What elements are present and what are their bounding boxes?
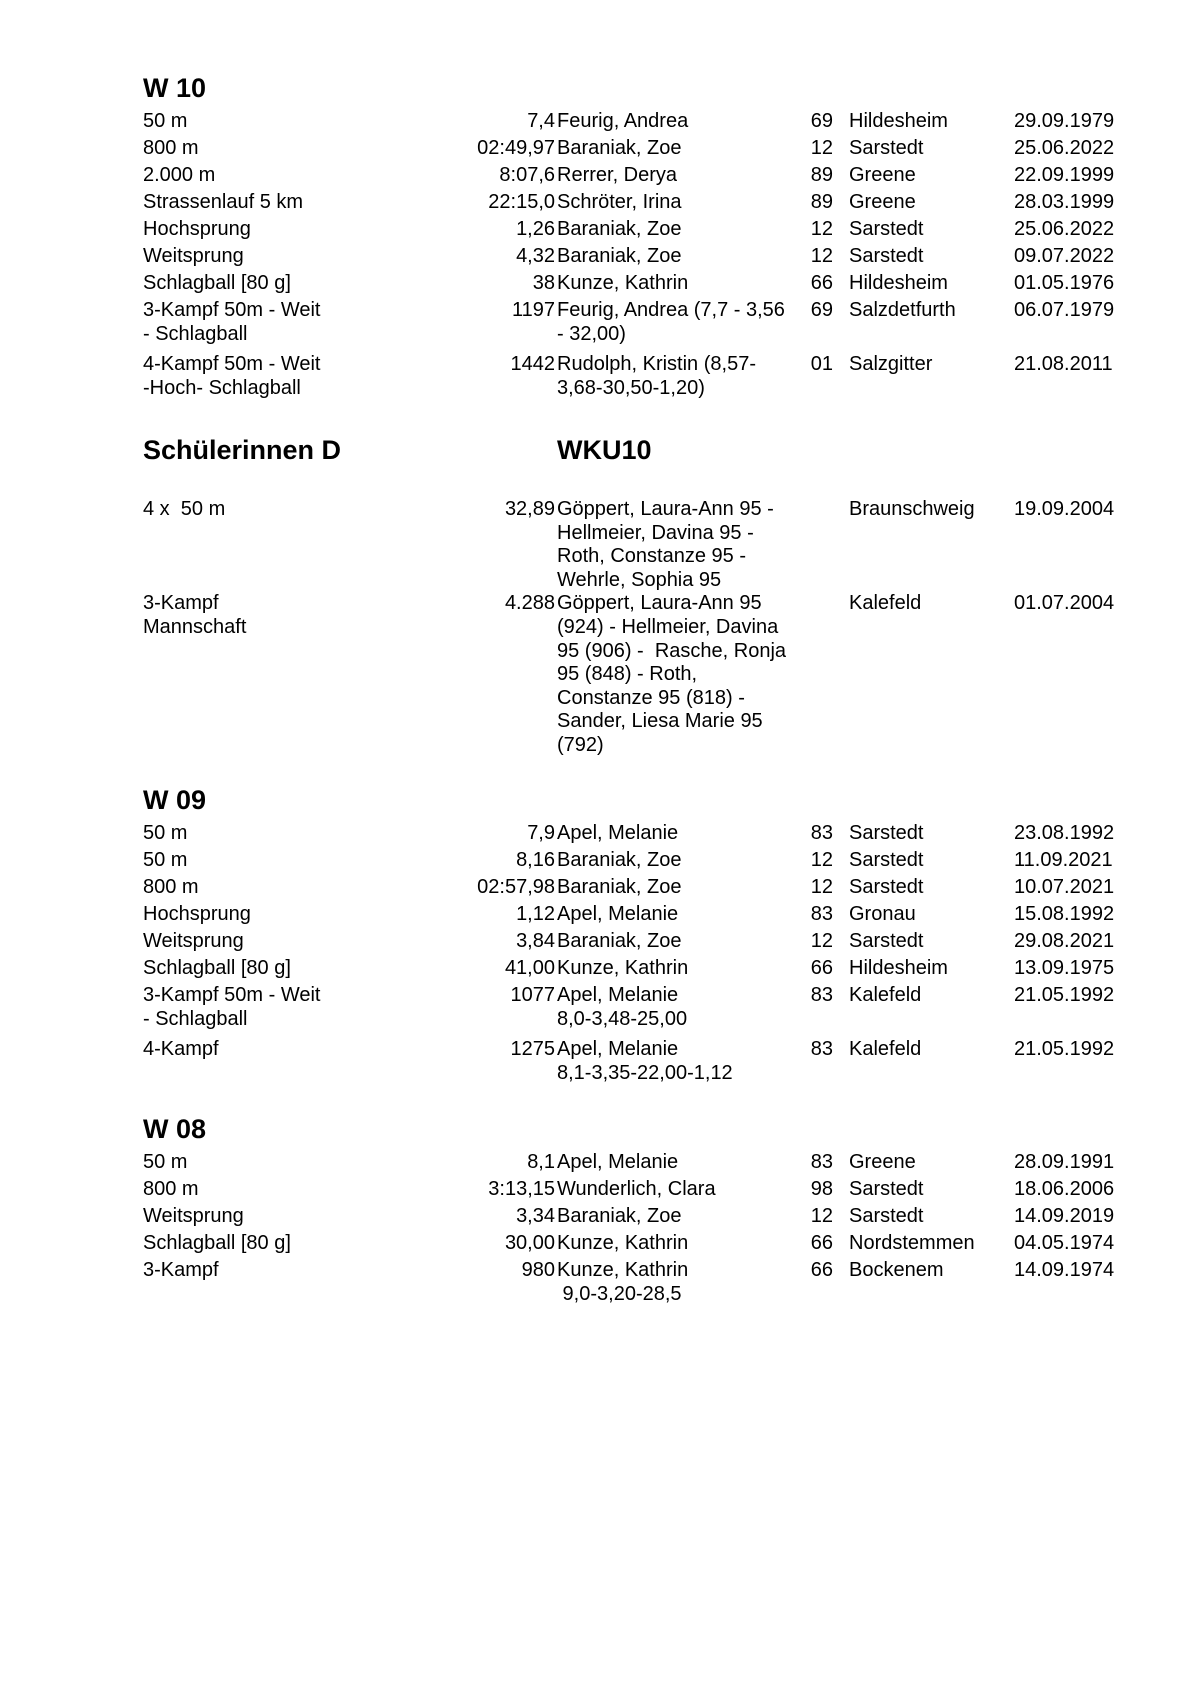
result-cell: 980 (521, 1259, 555, 1281)
venue-cell: Sarstedt (849, 218, 924, 240)
section-title: Schülerinnen D (143, 435, 342, 465)
birth-year-cell: 66 (810, 272, 833, 294)
athlete-cell: Apel, Melanie (557, 1151, 679, 1173)
record-row (143, 983, 1143, 1031)
birth-year-cell: 69 (810, 110, 833, 132)
venue-cell: Sarstedt (849, 1178, 924, 1200)
date-cell: 25.06.2022 (1014, 137, 1115, 159)
record-row (143, 1177, 1143, 1201)
birth-year-cell: 89 (810, 164, 833, 186)
event-cell: 4-Kampf 50m - Weit -Hoch- Schlagball (143, 353, 321, 399)
event-cell: Schlagball [80 g] (143, 957, 291, 979)
record-row (143, 848, 1143, 872)
result-cell: 1077 (510, 984, 555, 1006)
records-list (143, 1150, 1143, 1312)
record-row (143, 1204, 1143, 1228)
record-row (143, 163, 1143, 187)
record-row (143, 217, 1143, 241)
athlete-cell: Baraniak, Zoe (557, 218, 682, 240)
birth-year-cell: 89 (810, 191, 833, 213)
record-row (143, 1231, 1143, 1255)
athlete-cell: Wunderlich, Clara (557, 1178, 716, 1200)
date-cell: 04.05.1974 (1014, 1232, 1115, 1254)
venue-cell: Braunschweig (849, 498, 975, 520)
event-cell: 4 x 50 m (143, 498, 226, 520)
athlete-cell: Apel, Melanie (557, 903, 679, 925)
venue-cell: Sarstedt (849, 245, 924, 267)
date-cell: 29.09.1979 (1014, 110, 1115, 132)
venue-cell: Hildesheim (849, 110, 948, 132)
venue-cell: Kalefeld (849, 1038, 922, 1060)
date-cell: 13.09.1975 (1014, 957, 1115, 979)
record-row (143, 956, 1143, 980)
athlete-cell: Baraniak, Zoe (557, 137, 682, 159)
date-cell: 11.09.2021 (1014, 849, 1113, 871)
event-cell: 3-Kampf 50m - Weit - Schlagball (143, 299, 321, 345)
birth-year-cell: 83 (810, 984, 833, 1006)
record-row (143, 821, 1143, 845)
event-cell: 50 m (143, 822, 188, 844)
event-cell: Strassenlauf 5 km (143, 191, 304, 213)
section-title: W 09 (143, 785, 207, 815)
result-cell: 1442 (510, 353, 555, 375)
result-cell: 3,84 (516, 930, 555, 952)
record-row (143, 498, 1143, 592)
athlete-cell: Rerrer, Derya (557, 164, 678, 186)
event-cell: 800 m (143, 876, 199, 898)
date-cell: 29.08.2021 (1014, 930, 1115, 952)
event-cell: 3-Kampf Mannschaft (143, 592, 247, 638)
record-row (143, 875, 1143, 899)
record-row (143, 592, 1143, 757)
birth-year-cell: 83 (810, 1151, 833, 1173)
venue-cell: Bockenem (849, 1259, 944, 1281)
result-cell: 8,16 (516, 849, 555, 871)
result-cell: 1,12 (516, 903, 555, 925)
venue-cell: Greene (849, 164, 916, 186)
event-cell: 50 m (143, 849, 188, 871)
date-cell: 21.08.2011 (1014, 353, 1113, 375)
date-cell: 06.07.1979 (1014, 299, 1115, 321)
record-row (143, 352, 1143, 400)
venue-cell: Kalefeld (849, 592, 922, 615)
date-cell: 01.05.1976 (1014, 272, 1115, 294)
record-row (143, 136, 1143, 160)
athlete-cell: Kunze, Kathrin (557, 957, 689, 979)
venue-cell: Sarstedt (849, 137, 924, 159)
event-cell: 50 m (143, 1151, 188, 1173)
athlete-cell: Schröter, Irina (557, 191, 682, 213)
result-cell: 22:15,0 (488, 191, 555, 213)
result-cell: 02:49,97 (477, 137, 555, 159)
record-row (143, 271, 1143, 295)
athlete-cell: Baraniak, Zoe (557, 930, 682, 952)
birth-year-cell: 12 (810, 218, 833, 240)
date-cell: 14.09.2019 (1014, 1205, 1115, 1227)
venue-cell: Sarstedt (849, 876, 924, 898)
event-cell: Weitsprung (143, 1205, 244, 1227)
record-row (143, 902, 1143, 926)
athlete-cell: Göppert, Laura-Ann 95 - Hellmeier, Davina 95 - Roth, Constanze 95 - Wehrle, Sophia 95 (557, 498, 774, 591)
event-cell: Hochsprung (143, 903, 251, 925)
record-row (143, 190, 1143, 214)
record-row (143, 298, 1143, 346)
venue-cell: Hildesheim (849, 272, 948, 294)
athlete-cell: Rudolph, Kristin (8,57- 3,68-30,50-1,20) (557, 353, 756, 399)
athlete-cell: Apel, Melanie 8,1-3,35-22,00-1,12 (557, 1038, 733, 1084)
section-subtitle: WKU10 (557, 435, 652, 465)
record-row (143, 1037, 1143, 1085)
venue-cell: Sarstedt (849, 1205, 924, 1227)
birth-year-cell: 12 (810, 137, 833, 159)
result-cell: 8,1 (527, 1151, 555, 1173)
athlete-cell: Baraniak, Zoe (557, 245, 682, 267)
venue-cell: Salzdetfurth (849, 299, 956, 321)
result-cell: 7,9 (527, 822, 555, 844)
event-cell: 3-Kampf 50m - Weit - Schlagball (143, 984, 321, 1030)
result-cell: 30,00 (504, 1232, 555, 1254)
result-cell: 02:57,98 (477, 876, 555, 898)
birth-year-cell: 12 (810, 930, 833, 952)
athlete-cell: Kunze, Kathrin (557, 272, 689, 294)
athlete-cell: Apel, Melanie (557, 822, 679, 844)
birth-year-cell: 12 (810, 1205, 833, 1227)
event-cell: 3-Kampf (143, 1259, 219, 1281)
date-cell: 22.09.1999 (1014, 164, 1115, 186)
record-row (143, 929, 1143, 953)
birth-year-cell: 12 (810, 245, 833, 267)
birth-year-cell: 69 (810, 299, 833, 321)
date-cell: 18.06.2006 (1014, 1178, 1115, 1200)
date-cell: 09.07.2022 (1014, 245, 1115, 267)
venue-cell: Greene (849, 191, 916, 213)
section-title: W 08 (143, 1114, 207, 1144)
athlete-cell: Baraniak, Zoe (557, 876, 682, 898)
event-cell: Schlagball [80 g] (143, 1232, 291, 1254)
date-cell: 23.08.1992 (1014, 822, 1115, 844)
athlete-cell: Kunze, Kathrin 9,0-3,20-28,5 (557, 1259, 689, 1305)
event-cell: 4-Kampf (143, 1038, 219, 1060)
event-cell: 800 m (143, 1178, 199, 1200)
birth-year-cell: 66 (810, 1232, 833, 1254)
athlete-cell: Baraniak, Zoe (557, 1205, 682, 1227)
records-list (143, 109, 1143, 406)
result-cell: 3,34 (516, 1205, 555, 1227)
venue-cell: Sarstedt (849, 822, 924, 844)
event-cell: 800 m (143, 137, 199, 159)
result-cell: 1275 (510, 1038, 555, 1060)
result-cell: 1197 (511, 299, 555, 321)
result-cell: 7,4 (527, 110, 555, 132)
date-cell: 21.05.1992 (1014, 1038, 1115, 1060)
record-row (143, 109, 1143, 133)
event-cell: Schlagball [80 g] (143, 272, 291, 294)
event-cell: Weitsprung (143, 930, 244, 952)
result-cell: 38 (532, 272, 555, 294)
result-cell: 4,32 (516, 245, 555, 267)
date-cell: 28.03.1999 (1014, 191, 1115, 213)
date-cell: 28.09.1991 (1014, 1151, 1115, 1173)
result-cell: 32,89 (504, 498, 555, 520)
date-cell: 19.09.2004 (1014, 498, 1115, 520)
event-cell: Hochsprung (143, 218, 251, 240)
record-row (143, 244, 1143, 268)
record-row (143, 1150, 1143, 1174)
birth-year-cell: 01 (810, 353, 833, 375)
result-cell: 41,00 (504, 957, 555, 979)
venue-cell: Sarstedt (849, 930, 924, 952)
birth-year-cell: 12 (810, 876, 833, 898)
venue-cell: Sarstedt (849, 849, 924, 871)
result-cell: 8:07,6 (499, 164, 555, 186)
birth-year-cell: 83 (810, 1038, 833, 1060)
venue-cell: Hildesheim (849, 957, 948, 979)
venue-cell: Nordstemmen (849, 1232, 975, 1254)
date-cell: 14.09.1974 (1014, 1259, 1115, 1281)
athlete-cell: Apel, Melanie 8,0-3,48-25,00 (557, 984, 688, 1030)
athlete-cell: Feurig, Andrea (7,7 - 3,56 - 32,00) (557, 299, 785, 345)
venue-cell: Greene (849, 1151, 916, 1173)
records-list (143, 821, 1143, 1091)
birth-year-cell: 98 (810, 1178, 833, 1200)
birth-year-cell: 83 (810, 903, 833, 925)
athlete-cell: Feurig, Andrea (557, 110, 689, 132)
date-cell: 15.08.1992 (1014, 903, 1115, 925)
athlete-cell: Kunze, Kathrin (557, 1232, 689, 1254)
records-list (143, 498, 1143, 758)
result-cell: 3:13,15 (488, 1178, 555, 1200)
event-cell: Weitsprung (143, 245, 244, 267)
birth-year-cell: 83 (810, 822, 833, 844)
result-cell: 1,26 (516, 218, 555, 240)
section-title: W 10 (143, 73, 207, 103)
date-cell: 01.07.2004 (1014, 592, 1115, 615)
date-cell: 21.05.1992 (1014, 984, 1115, 1006)
birth-year-cell: 66 (810, 957, 833, 979)
date-cell: 10.07.2021 (1014, 876, 1115, 898)
date-cell: 25.06.2022 (1014, 218, 1115, 240)
athlete-cell: Göppert, Laura-Ann 95 (924) - Hellmeier, Davina 95 (906) - Rasche, Ronja 95 (848) - Roth, Constanze 95 (818) - Sander, Liesa Marie 95 (792) (557, 592, 787, 756)
venue-cell: Kalefeld (849, 984, 922, 1006)
event-cell: 50 m (143, 110, 188, 132)
birth-year-cell: 12 (810, 849, 833, 871)
venue-cell: Gronau (849, 903, 916, 925)
event-cell: 2.000 m (143, 164, 216, 186)
venue-cell: Salzgitter (849, 353, 933, 375)
athlete-cell: Baraniak, Zoe (557, 849, 682, 871)
record-row (143, 1258, 1143, 1306)
birth-year-cell: 66 (810, 1259, 833, 1281)
result-cell: 4.288 (504, 592, 555, 615)
